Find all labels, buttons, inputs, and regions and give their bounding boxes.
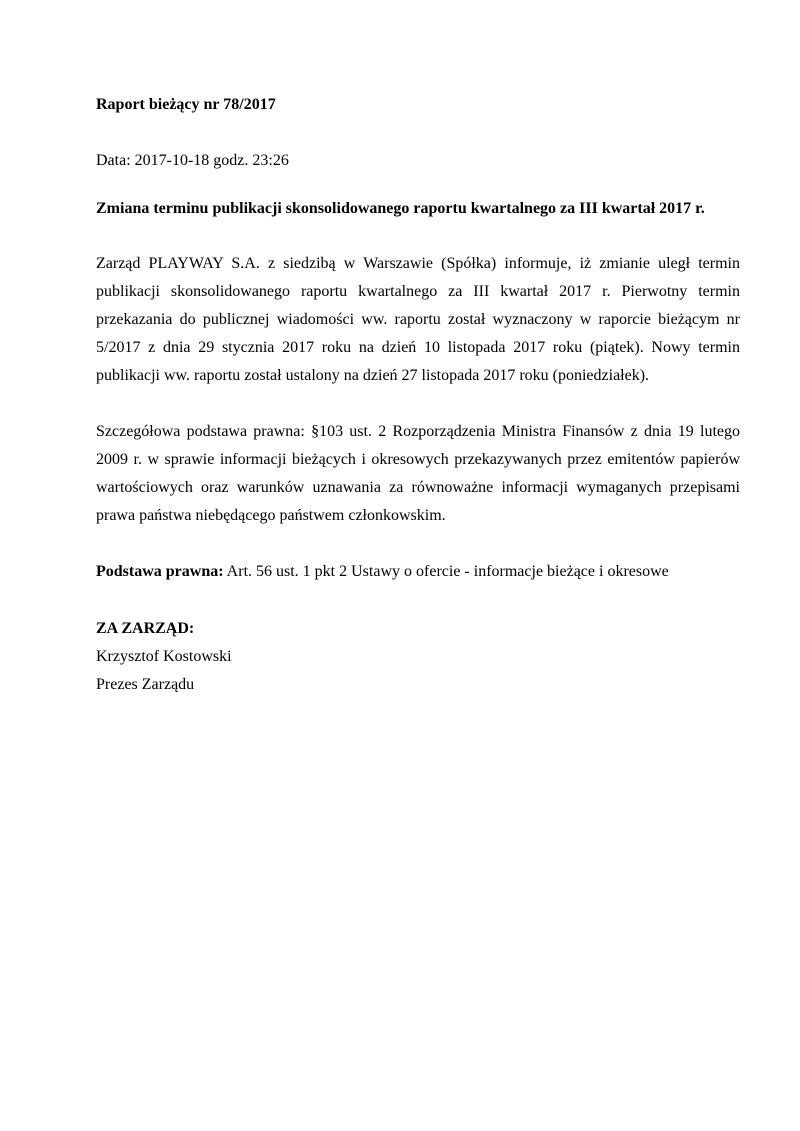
signature-heading: ZA ZARZĄD:	[96, 620, 195, 637]
signature-name: Krzysztof Kostowski	[96, 648, 232, 665]
report-number-heading: Raport bieżący nr 78/2017	[96, 96, 276, 113]
legal-basis-text: Art. 56 ust. 1 pkt 2 Ustawy o ofercie - informacje bieżące i okresowe	[223, 563, 669, 580]
legal-basis-label: Podstawa prawna:	[96, 563, 224, 580]
detailed-legal-basis-paragraph: Szczegółowa podstawa prawna: §103 ust. 2 Rozporządzenia Ministra Finansów z dnia 19 lutego 2009 r. w sprawie informacji bieżących i okresowych przekazywanych przez emitentów papierów wartościowych oraz warunków uznawania za równoważne informacji wymaganych przepisami prawa państwa niebędącego państwem członkowskim.	[96, 423, 740, 524]
report-date-line: Data: 2017-10-18 godz. 23:26	[96, 152, 289, 169]
signature-block	[96, 615, 740, 699]
document-content	[96, 91, 740, 699]
report-body-paragraph: Zarząd PLAYWAY S.A. z siedzibą w Warszawie (Spółka) informuje, iż zmianie uległ termin publikacji skonsolidowanego raportu kwartalnego za III kwartał 2017 r. Pierwotny termin przekazania do publicznej wiadomości ww. raportu został wyznaczony w raporcie bieżącym nr 5/2017 z dnia 29 stycznia 2017 roku na dzień 10 listopada 2017 roku (piątek). Nowy termin publikacji ww. raportu został ustalony na dzień 27 listopada 2017 roku (poniedziałek).	[96, 255, 740, 384]
legal-basis-line	[96, 558, 740, 586]
report-subject-heading: Zmiana terminu publikacji skonsolidowanego raportu kwartalnego za III kwartał 2017 r.	[96, 200, 705, 217]
signature-title: Prezes Zarządu	[96, 676, 195, 693]
